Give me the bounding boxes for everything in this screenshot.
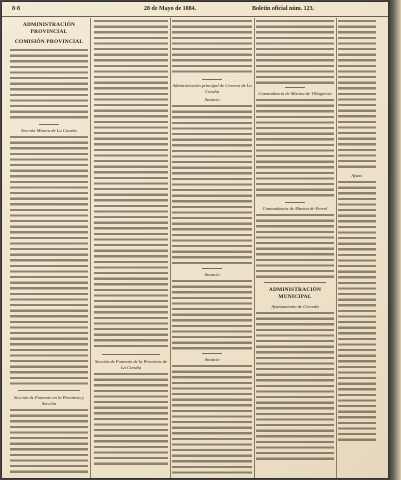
article-text — [172, 280, 252, 350]
article-text — [256, 214, 334, 278]
section-title: Comandancia de Marina de Ferrol — [262, 206, 328, 211]
section-title: Sección Minera de La Coruña — [21, 128, 77, 133]
article-text — [10, 136, 88, 386]
article-text — [338, 20, 376, 170]
section-subtitle: Anuncio — [204, 272, 220, 277]
article-text — [172, 20, 252, 76]
article-text — [172, 105, 252, 265]
section-title: Sección de Fomento en la Provincia y Sección — [14, 395, 84, 406]
section-heading: ADMINISTRACIÓN PROVINCIAL — [22, 22, 76, 35]
article-text — [256, 99, 334, 199]
column-1 — [10, 20, 88, 475]
section-subtitle: Ayuntamiento de Cerceda — [271, 304, 319, 309]
page-number: 8·8 — [12, 6, 21, 12]
column-3 — [172, 20, 252, 475]
article-text — [10, 49, 88, 121]
section-heading: ADMINISTRACIÓN MUNICIPAL — [268, 287, 322, 300]
column-rule — [336, 18, 337, 478]
article-text — [10, 409, 88, 475]
page-masthead — [2, 2, 388, 17]
section-title: Ayunt. — [351, 173, 363, 178]
newspaper-page — [2, 2, 388, 478]
section-title: Administración principal de Correos de La Coruña — [172, 83, 252, 94]
section-title: Comandancia de Marina de Villagarcía — [258, 91, 332, 96]
column-5-partial — [338, 20, 376, 475]
section-subtitle: Anuncio — [204, 357, 220, 362]
column-rule — [254, 18, 255, 478]
issue-date: 28 de Mayo de 1884. — [144, 6, 197, 12]
article-text — [94, 373, 168, 468]
section-title: Sección de Fomento de la Provincia de La Coruña — [94, 359, 168, 370]
article-text — [172, 365, 252, 475]
section-subheading: COMISIÓN PROVINCIAL — [14, 39, 84, 45]
column-2 — [94, 20, 168, 475]
column-rule — [170, 18, 171, 478]
article-text — [256, 20, 334, 84]
article-text — [338, 181, 376, 441]
section-subtitle: Anuncio — [204, 97, 220, 102]
column-4 — [256, 20, 334, 475]
issue-number: Boletin oficial núm. 123. — [252, 6, 315, 12]
column-rule — [90, 18, 91, 478]
article-text — [256, 312, 334, 462]
article-text — [94, 20, 168, 350]
scan-edge — [388, 0, 401, 480]
